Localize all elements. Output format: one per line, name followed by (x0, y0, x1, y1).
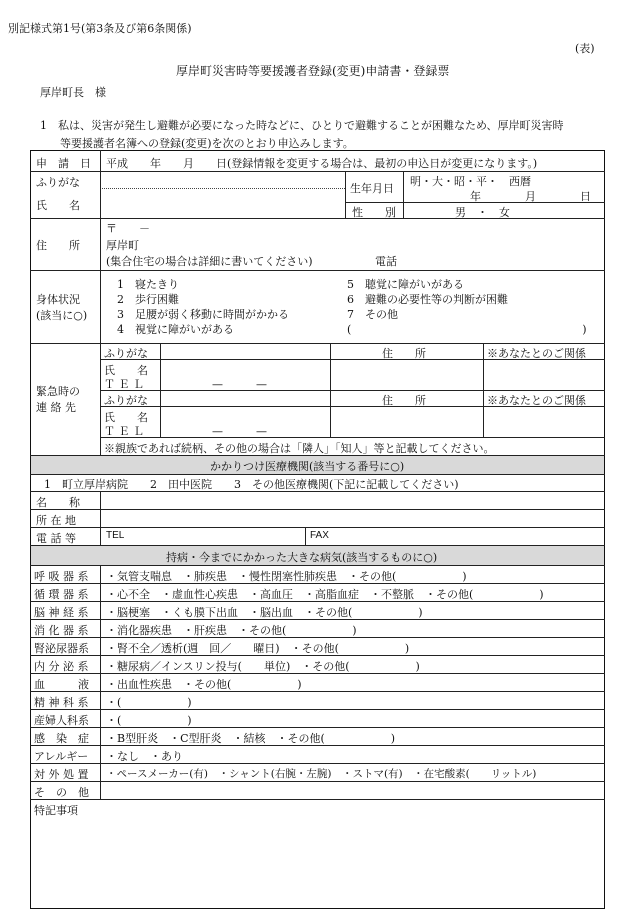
postal-code-field[interactable]: 〒 － (106, 222, 150, 235)
illness-row-label: 循 環 器 系 (34, 588, 89, 601)
illness-row-label: 呼 吸 器 系 (34, 570, 89, 583)
application-date-field[interactable]: 平成 年 月 日(登録情報を変更する場合は、最初の申込日が変更になります。) (106, 157, 538, 170)
illness-row-options[interactable]: ・( ) (106, 714, 192, 727)
gender-options[interactable]: 男 ・ 女 (455, 206, 510, 219)
contact1-tel-label: Ｔ Ｅ Ｌ (104, 378, 144, 391)
condition-option[interactable]: 2 歩行困難 (117, 293, 179, 306)
condition-option[interactable]: 7 その他 (347, 308, 398, 321)
special-notes-label: 特記事項 (34, 804, 78, 817)
illness-row-label: そ の 他 (34, 786, 89, 799)
illness-row-label: 腎泌尿器系 (34, 642, 89, 655)
body-condition-sublabel: (該当に○) (36, 309, 88, 322)
illness-row-options[interactable]: ・( ) (106, 696, 192, 709)
illness-row-options[interactable]: ・気管支喘息 ・肺疾患 ・慢性閉塞性肺疾患 ・その他( ) (106, 570, 467, 583)
illness-row-options[interactable]: ・腎不全／透析(週 回／ 曜日) ・その他( ) (106, 642, 410, 655)
contact1-tel-field[interactable]: — — (212, 378, 267, 391)
name-label: 氏 名 (36, 199, 80, 212)
address-phone-label: 電話 (375, 255, 397, 268)
illness-row-options[interactable]: ・なし ・あり (106, 750, 183, 763)
illness-row-options[interactable]: ・出血性疾患 ・その他( ) (106, 678, 302, 691)
clinic-tel-field[interactable]: TEL (106, 530, 125, 541)
contact1-name-label: 氏 名 (104, 364, 148, 377)
illness-row-label: 消 化 器 系 (34, 624, 89, 637)
illness-row-options[interactable]: ・B型肝炎 ・C型肝炎 ・結核 ・その他( ) (106, 732, 396, 745)
illness-header: 持病・今までにかかった大きな病気(該当するものに○) (166, 551, 438, 564)
clinic-header: かかりつけ医療機関(該当する番号に○) (210, 460, 405, 473)
illness-row-label: 対 外 処 置 (34, 768, 89, 781)
form-side-label: (表) (575, 42, 595, 55)
condition-option[interactable]: 6 避難の必要性等の判断が困難 (347, 293, 508, 306)
condition-other-field[interactable]: ( ) (347, 323, 587, 336)
contact2-tel-field[interactable]: — — (212, 425, 267, 438)
application-date-label: 申 請 日 (36, 157, 91, 170)
gender-label: 性 別 (352, 206, 396, 219)
contact1-furigana-label: ふりがな (104, 347, 148, 360)
page-title: 厚岸町災害時等要援護者登録(変更)申請書・登録票 (176, 64, 450, 78)
birthdate-label: 生年月日 (350, 182, 394, 195)
contact2-address-label: 住 所 (382, 394, 426, 407)
clinic-phone-label: 電 話 等 (36, 532, 76, 545)
illness-row-label: 脳 神 経 系 (34, 606, 89, 619)
intro-text-line1: 1 私は、災害が発生し避難が必要になった時などに、ひとりで避難することが困難なため、厚岸町災害時 (40, 119, 564, 132)
emergency-note: ※親族であれば続柄、その他の場合は「隣人」「知人」等と記載してください。 (104, 442, 495, 455)
illness-row-options[interactable]: ・糖尿病／インスリン投与( 単位) ・その他( ) (106, 660, 420, 673)
illness-row-label: 精 神 科 系 (34, 696, 89, 709)
addressee: 厚岸町長 様 (40, 86, 106, 99)
address-town: 厚岸町 (106, 239, 139, 252)
furigana-label: ふりがな (36, 176, 80, 189)
contact2-relation-label: ※あなたとのご関係 (487, 394, 586, 407)
illness-row-options[interactable]: ・ペースメーカー(有) ・シャント(右腕・左腕) ・ストマ(有) ・在宅酸素( リットル) (106, 768, 537, 780)
contact2-name-label: 氏 名 (104, 411, 148, 424)
illness-row-label: 感 染 症 (34, 732, 89, 745)
clinic-fax-field[interactable]: FAX (310, 530, 329, 541)
clinic-options[interactable]: 1 町立厚岸病院 2 田中医院 3 その他医療機関(下記に記載してください) (44, 478, 459, 491)
body-condition-label: 身体状況 (36, 293, 80, 306)
illness-row-label: 産婦人科系 (34, 714, 89, 727)
intro-text-line2: 等要援護者名簿への登録(変更)を次のとおり申込みします。 (60, 137, 354, 150)
form-number: 別記様式第1号(第3条及び第6条関係) (8, 22, 192, 35)
address-note: (集合住宅の場合は詳細に書いてください) (106, 255, 313, 268)
emergency-label: 緊急時の (36, 385, 80, 398)
illness-row-label: アレルギー (34, 750, 89, 763)
illness-row-label: 血 液 (34, 678, 89, 691)
condition-option[interactable]: 5 聴覚に障がいがある (347, 278, 464, 291)
contact2-furigana-label: ふりがな (104, 394, 148, 407)
special-notes-field[interactable] (32, 818, 602, 906)
condition-option[interactable]: 4 視覚に障がいがある (117, 323, 234, 336)
illness-row-options[interactable]: ・消化器疾患 ・肝疾患 ・その他( ) (106, 624, 357, 637)
emergency-sublabel: 連 絡 先 (36, 401, 76, 414)
condition-option[interactable]: 3 足腰が弱く移動に時間がかかる (117, 308, 289, 321)
illness-row-options[interactable]: ・心不全 ・虚血性心疾患 ・高血圧 ・高脂血症 ・不整脈 ・その他( ) (106, 588, 544, 601)
illness-row-label: 内 分 泌 系 (34, 660, 89, 673)
contact1-relation-label: ※あなたとのご関係 (487, 347, 586, 360)
contact2-tel-label: Ｔ Ｅ Ｌ (104, 425, 144, 438)
contact1-address-label: 住 所 (382, 347, 426, 360)
clinic-location-label: 所 在 地 (36, 514, 76, 527)
era-options[interactable]: 明・大・昭・平・ 西暦 (410, 175, 531, 188)
name-field[interactable] (102, 173, 343, 216)
clinic-name-label: 名 称 (36, 496, 80, 509)
birthdate-fields[interactable]: 年 月 日 (470, 190, 591, 203)
address-label: 住 所 (36, 239, 80, 252)
illness-row-options[interactable]: ・脳梗塞 ・くも膜下出血 ・脳出血 ・その他( ) (106, 606, 423, 619)
condition-option[interactable]: 1 寝たきり (117, 278, 179, 291)
